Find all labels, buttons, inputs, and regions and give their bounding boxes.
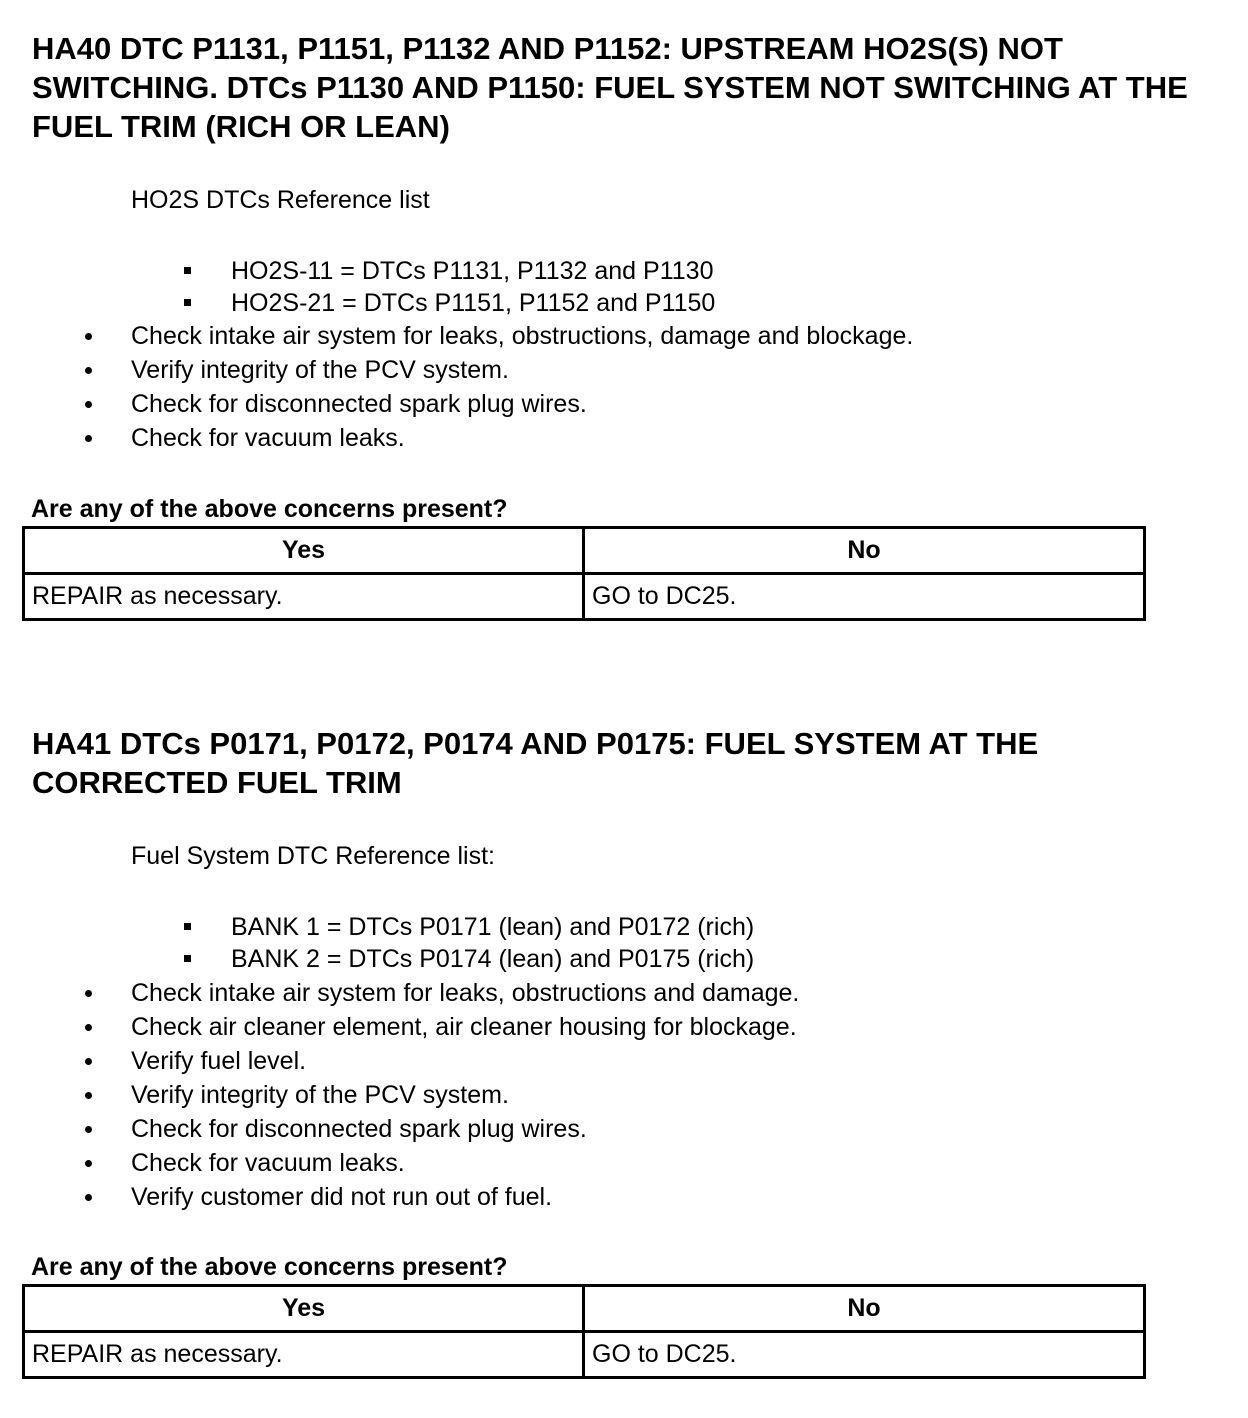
square-bullet-icon — [184, 955, 191, 962]
round-bullet-icon — [85, 1092, 92, 1099]
round-bullet-icon — [85, 1058, 92, 1065]
round-bullet-icon — [85, 990, 92, 997]
square-bullet-icon — [184, 267, 191, 274]
reference-list-label: HO2S DTCs Reference list — [131, 186, 430, 214]
no-action: GO to DC25. — [584, 574, 1145, 620]
round-bullet-icon — [85, 401, 92, 408]
round-bullet-icon — [85, 435, 92, 442]
concerns-question: Are any of the above concerns present? — [31, 495, 508, 523]
decision-table — [22, 526, 1146, 621]
square-bullet-icon — [184, 299, 191, 306]
yes-header: Yes — [24, 528, 584, 574]
yes-action: REPAIR as necessary. — [24, 1332, 584, 1378]
reference-list-label: Fuel System DTC Reference list: — [131, 842, 495, 870]
no-action: GO to DC25. — [584, 1332, 1145, 1378]
section-heading-ha41: HA41 DTCs P0171, P0172, P0174 AND P0175: FUEL SYSTEM AT THE CORRECTED FUEL TRIM — [32, 726, 1039, 800]
section-heading-ha40: HA40 DTC P1131, P1151, P1132 AND P1152: UPSTREAM HO2S(S) NOT SWITCHING. DTCs P1130 AND P1150: FUEL SYSTEM NOT SWITCHING AT THE FUEL TRIM (RICH OR LEAN) — [32, 31, 1188, 144]
round-bullet-icon — [85, 367, 92, 374]
yes-action: REPAIR as necessary. — [24, 574, 584, 620]
round-bullet-icon — [85, 1160, 92, 1167]
no-header: No — [584, 528, 1145, 574]
square-bullet-icon — [184, 923, 191, 930]
yes-header: Yes — [24, 1286, 584, 1332]
round-bullet-icon — [85, 333, 92, 340]
decision-table — [22, 1284, 1146, 1379]
round-bullet-icon — [85, 1194, 92, 1201]
no-header: No — [584, 1286, 1145, 1332]
round-bullet-icon — [85, 1126, 92, 1133]
round-bullet-icon — [85, 1024, 92, 1031]
concerns-question: Are any of the above concerns present? — [31, 1253, 508, 1281]
